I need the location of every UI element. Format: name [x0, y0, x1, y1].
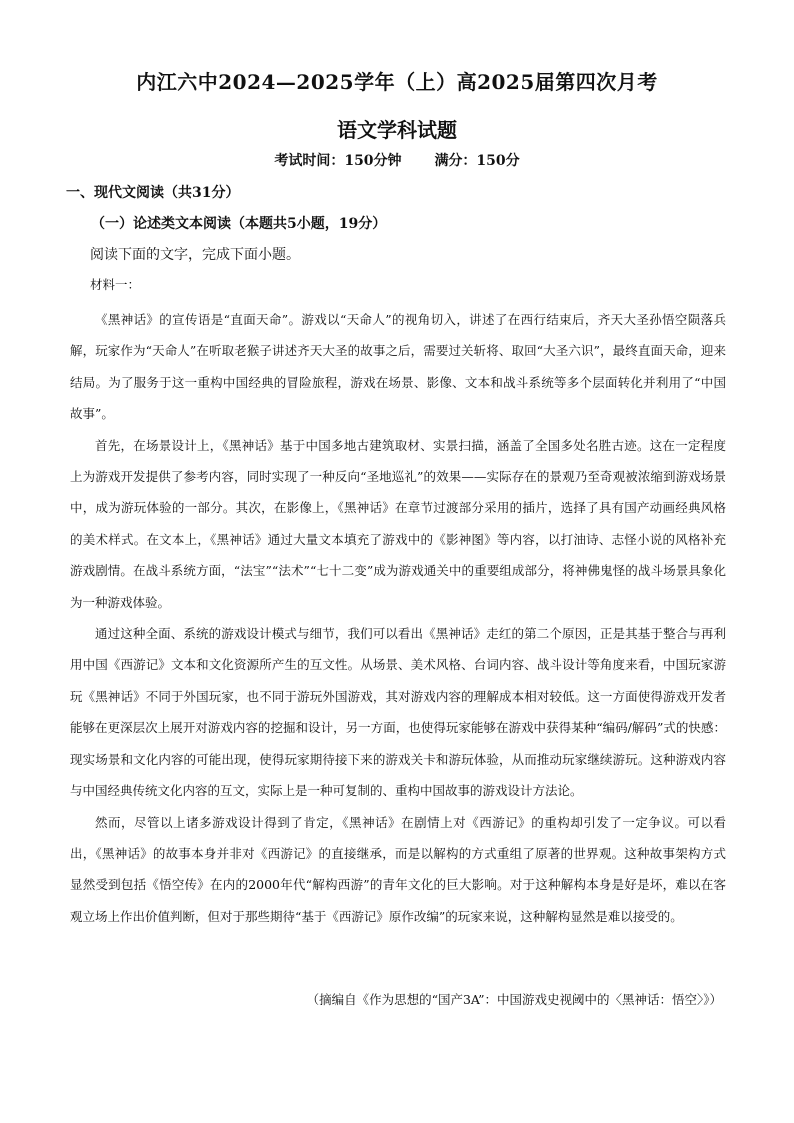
- passage-body: [70, 304, 726, 932]
- passage-paragraph: 通过这种全面、系统的游戏设计模式与细节，我们可以看出《黑神话》走红的第二个原因，正是其基于整合与再利用中国《西游记》文本和文化资源所产生的互文性。从场景、美术风格、台词内容、战斗设计等角度来看，中国玩家游玩《黑神话》不同于外国玩家，也不同于游玩外国游戏，其对游戏内容的理解成本相对较低。这一方面使得游戏开发者能够在更深层次上展开对游戏内容的挖掘和设计，另一方面，也使得玩家能够在游戏中获得某种“编码/解码”式的快感：现实场景和文化内容的可能出现，使得玩家期待接下来的游戏关卡和游玩体验，从而推动玩家继续游玩。这种游戏内容与中国经典传统文化内容的互文，实际上是一种可复制的、重构中国故事的游戏设计方法论。: [70, 626, 726, 799]
- passage-paragraph: 《黑神话》的宣传语是“直面天命”。游戏以“天命人”的视角切入，讲述了在西行结束后，齐天大圣孙悟空陨落兵解，玩家作为“天命人”在听取老猴子讲述齐天大圣的故事之后，需要过关斩将、取回“大圣六识”，最终直面天命，迎来结局。为了服务于这一重构中国经典的冒险旅程，游戏在场景、影像、文本和战斗系统等多个层面转化并利用了“中国故事”。: [70, 312, 726, 422]
- exam-time: 考试时间：150分钟: [274, 153, 402, 169]
- exam-score: 满分：150分: [434, 153, 520, 169]
- exam-title: 内江六中2024—2025学年（上）高2025届第四次月考: [136, 70, 658, 94]
- passage-paragraph: 然而，尽管以上诸多游戏设计得到了肯定，《黑神话》在剧情上对《西游记》的重构却引发了一定争议。可以看出，《黑神话》的故事本身并非对《西游记》的直接继承，而是以解构的方式重组了原著的世界观。这种故事架构方式显然受到包括《悟空传》在内的2000年代“解构西游”的青年文化的巨大影响。对于这种解构本身是好是坏，难以在客观立场上作出价值判断，但对于那些期待“基于《西游记》原作改编”的玩家来说，这种解构显然是难以接受的。: [70, 814, 726, 924]
- source-citation: （摘编自《作为思想的“国产3A”：中国游戏史视阈中的〈黑神话：悟空〉》）: [306, 992, 722, 1007]
- material-label: 材料一：: [90, 277, 141, 292]
- section-subheading: （一）论述类文本阅读（本题共5小题，19分）: [91, 216, 387, 232]
- exam-subtitle: 语文学科试题: [337, 118, 457, 142]
- reading-instruction: 阅读下面的文字，完成下面小题。: [90, 247, 300, 263]
- passage-paragraph: 首先，在场景设计上，《黑神话》基于中国多地古建筑取材、实景扫描，涵盖了全国多处名胜古迹。这在一定程度上为游戏开发提供了参考内容，同时实现了一种反向“圣地巡礼”的效果——实际存在的景观乃至奇观被浓缩到游戏场景中，成为游玩体验的一部分。其次，在影像上，《黑神话》在章节过渡部分采用的插片，选择了具有国产动画经典风格的美术样式。在文本上，《黑神话》通过大量文本填充了游戏中的《影神图》等内容，以打油诗、志怪小说的风格补充游戏剧情。在战斗系统方面，“法宝”“法术”“七十二变”成为游戏通关中的重要组成部分，将神佛鬼怪的战斗场景具象化为一种游戏体验。: [70, 437, 726, 610]
- exam-meta: [0, 150, 794, 170]
- section-heading: 一、现代文阅读（共31分）: [66, 185, 240, 201]
